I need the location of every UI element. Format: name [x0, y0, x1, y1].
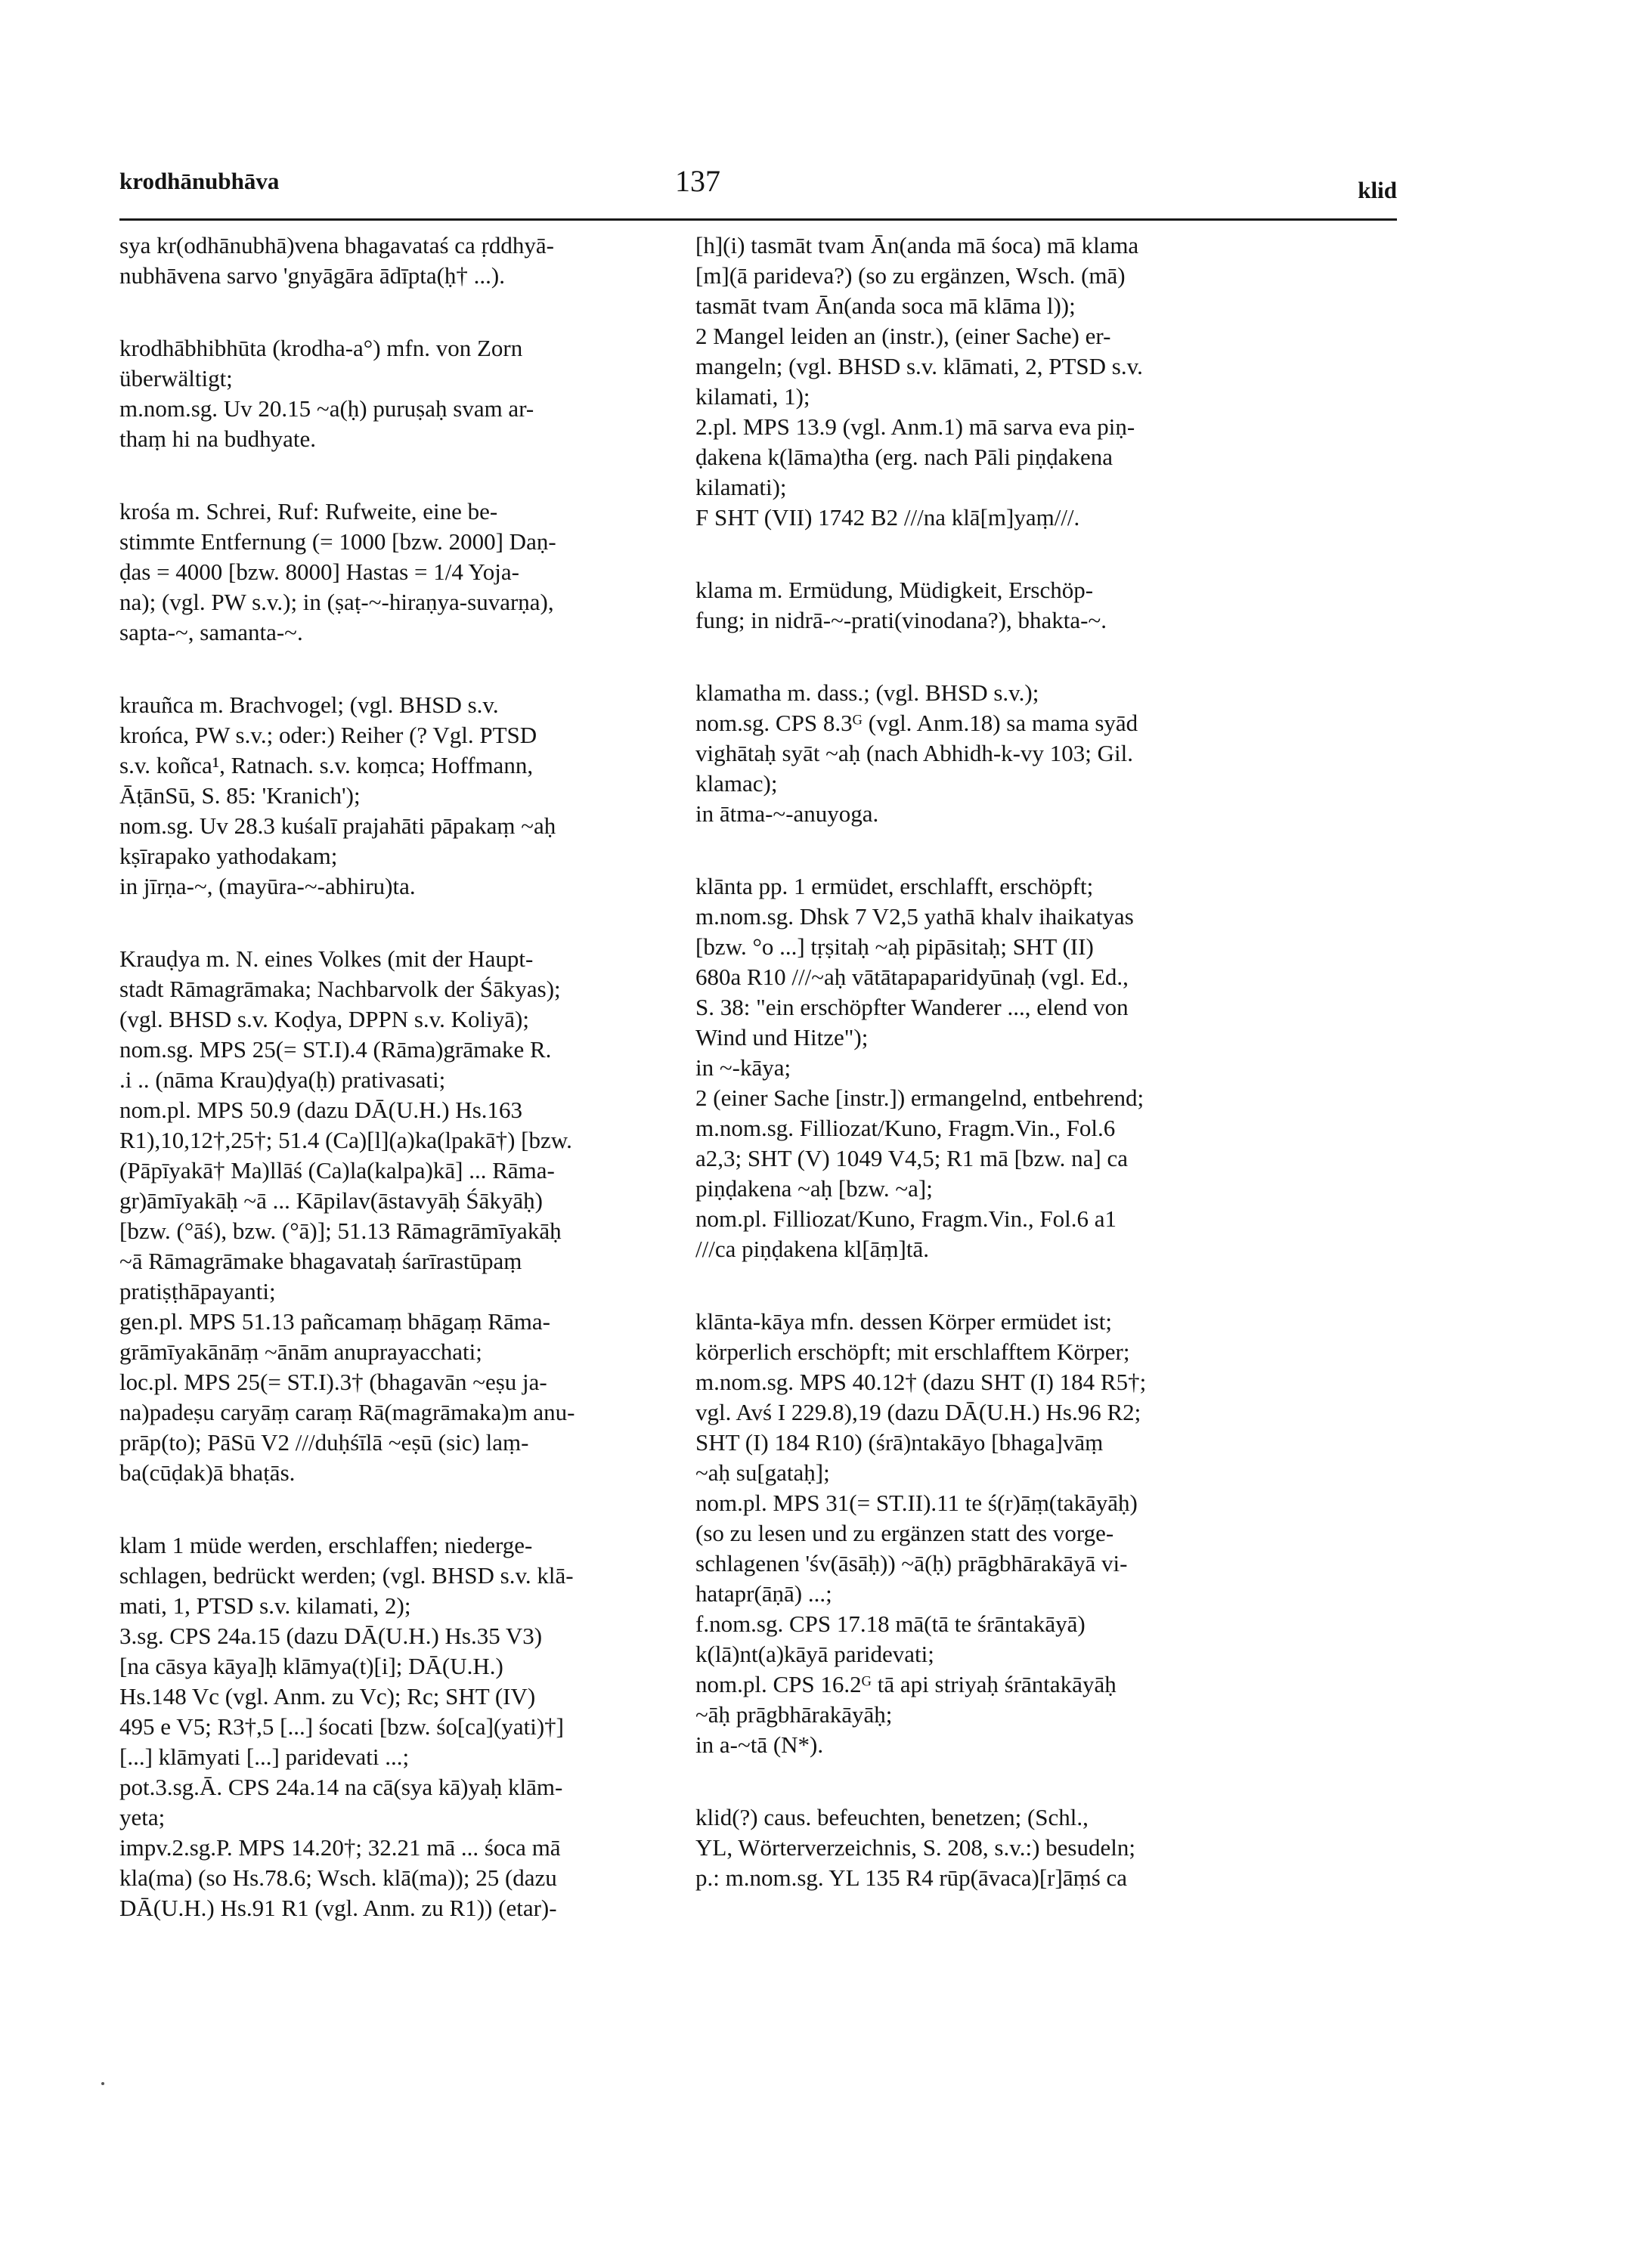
entry-line: sya kr(odhānubhā)vena bhagavataś ca ṛddhyā- — [119, 232, 554, 258]
entry-line: ḍas = 4000 [bzw. 8000] Hastas = 1/4 Yoja- — [119, 558, 519, 585]
entry-line: pot.3.sg.Ā. CPS 24a.14 na cā(sya kā)yaḥ klām- — [119, 1774, 563, 1800]
entry-line: nom.pl. MPS 31(= ST.II).11 te ś(r)āṃ(takāyāḥ) — [695, 1490, 1138, 1516]
entry-line: kṣīrapako yathodakam; — [119, 843, 338, 869]
entry-line: fung; in nidrā-~-prati(vinodana?), bhakta-~. — [695, 607, 1107, 633]
entry-line: grāmīyakānāṃ ~ānām anuprayacchati; — [119, 1338, 482, 1365]
dictionary-entry — [695, 678, 1247, 829]
scan-speck — [101, 2082, 104, 2085]
entry-line: vighātaḥ syāt ~aḥ (nach Abhidh-k-vy 103; Gil. — [695, 740, 1133, 766]
entry-line: hatapr(āṇā) ...; — [695, 1580, 832, 1607]
entry-line: nom.sg. CPS 8.3ᴳ (vgl. Anm.18) sa mama syād — [695, 710, 1138, 736]
entry-line: kla(ma) (so Hs.78.6; Wsch. klā(ma)); 25 (dazu — [119, 1864, 557, 1891]
dictionary-entry — [119, 497, 664, 648]
entry-line: gen.pl. MPS 51.13 pañcamaṃ bhāgaṃ Rāma- — [119, 1308, 550, 1335]
entry-line: (Pāpīyakā† Ma)llāś (Ca)la(kalpa)kā] ... Rāma- — [119, 1157, 555, 1184]
entry-line: ~āḥ prāgbhārakāyāḥ; — [695, 1701, 893, 1728]
entry-line: klam 1 müde werden, erschlaffen; niederge- — [119, 1532, 533, 1558]
dictionary-entry — [119, 690, 664, 902]
running-head-right: klid — [1358, 177, 1397, 203]
entry-line: ĀṭānSū, S. 85: 'Kranich'); — [119, 782, 361, 809]
entry-line: nom.sg. MPS 25(= ST.I).4 (Rāma)grāmake R. — [119, 1036, 552, 1063]
entry-line: Wind und Hitze"); — [695, 1024, 869, 1050]
dictionary-entry — [695, 1307, 1247, 1760]
entry-line: 680a R10 ///~aḥ vātātapaparidyūnaḥ (vgl. Ed., — [695, 964, 1129, 990]
entry-line: ~ā Rāmagrāmake bhagavataḥ śarīrastūpaṃ — [119, 1248, 522, 1274]
entry-line: ///ca piṇḍakena kl[āṃ]tā. — [695, 1236, 930, 1262]
entry-line: klamac); — [695, 770, 778, 797]
entry-line: krauñca m. Brachvogel; (vgl. BHSD s.v. — [119, 692, 499, 718]
entry-line: impv.2.sg.P. MPS 14.20†; 32.21 mā ... śoca mā — [119, 1834, 561, 1861]
entry-line: SHT (I) 184 R10) (śrā)ntakāyo [bhaga]vāṃ — [695, 1429, 1104, 1456]
entry-line: stadt Rāmagrāmaka; Nachbarvolk der Śākyas); — [119, 976, 561, 1002]
left-column — [119, 231, 664, 1923]
entry-line: klid(?) caus. befeuchten, benetzen; (Schl., — [695, 1804, 1089, 1830]
entry-line: F SHT (VII) 1742 B2 ///na klā[m]yaṃ///. — [695, 504, 1080, 531]
entry-line: a2,3; SHT (V) 1049 V4,5; R1 mā [bzw. na] ca — [695, 1145, 1128, 1171]
right-column — [695, 231, 1247, 1893]
entry-line: (vgl. BHSD s.v. Koḍya, DPPN s.v. Koliyā); — [119, 1006, 529, 1032]
entry-line: nom.pl. Filliozat/Kuno, Fragm.Vin., Fol.6 a1 — [695, 1205, 1117, 1232]
entry-line: kilamati, 1); — [695, 383, 810, 410]
entry-line: schlagenen 'śv(āsāḥ)) ~ā(ḥ) prāgbhārakāyā vi- — [695, 1550, 1128, 1576]
entry-line: [bzw. °o ...] tṛṣitaḥ ~aḥ pipāsitaḥ; SHT (II) — [695, 933, 1094, 960]
entry-line: kilamati); — [695, 474, 787, 500]
dictionary-entry — [119, 231, 664, 291]
entry-line: m.nom.sg. MPS 40.12† (dazu SHT (I) 184 R5†; — [695, 1369, 1147, 1395]
entry-line: thaṃ hi na budhyate. — [119, 425, 316, 452]
entry-line: mangeln; (vgl. BHSD s.v. klāmati, 2, PTSD s.v. — [695, 353, 1143, 379]
entry-line: s.v. koñca¹, Ratnach. s.v. koṃca; Hoffmann, — [119, 752, 534, 778]
entry-line: klānta pp. 1 ermüdet, erschlafft, erschöpft; — [695, 873, 1094, 899]
entry-line: R1),10,12†,25†; 51.4 (Ca)[l](a)ka(lpakā†) [bzw. — [119, 1127, 572, 1153]
entry-line: gr)āmīyakāḥ ~ā ... Kāpilav(āstavyāḥ Śākyāḥ) — [119, 1187, 543, 1214]
entry-line: na); (vgl. PW s.v.); in (ṣaṭ-~-hiraṇya-suvarṇa), — [119, 589, 554, 615]
entry-line: 2.pl. MPS 13.9 (vgl. Anm.1) mā sarva eva piṇ- — [695, 413, 1135, 440]
entry-line: p.: m.nom.sg. YL 135 R4 rūp(āvaca)[r]āṃś ca — [695, 1864, 1128, 1891]
entry-line: (so zu lesen und zu ergänzen statt des vorge- — [695, 1520, 1114, 1546]
entry-line: [bzw. (°āś), bzw. (°ā)]; 51.13 Rāmagrāmīyakāḥ — [119, 1218, 562, 1244]
dictionary-entry — [695, 231, 1247, 533]
entry-line: in a-~tā (N*). — [695, 1731, 824, 1758]
dictionary-entry — [695, 1802, 1247, 1893]
entry-line: krodhābhibhūta (krodha-a°) mfn. von Zorn — [119, 335, 523, 361]
entry-line: Hs.148 Vc (vgl. Anm. zu Vc); Rc; SHT (IV) — [119, 1683, 536, 1710]
entry-line: na)padeṣu caryāṃ caraṃ Rā(magrāmaka)m anu- — [119, 1399, 575, 1425]
entry-line: nom.pl. CPS 16.2ᴳ tā api striyaḥ śrāntakāyāḥ — [695, 1671, 1117, 1697]
entry-line: ba(cūḍak)ā bhaṭās. — [119, 1459, 296, 1486]
entry-line: [na cāsya kāya]ḥ klāmya(t)[i]; DĀ(U.H.) — [119, 1653, 503, 1679]
page-header — [119, 160, 1397, 206]
entry-line: YL, Wörterverzeichnis, S. 208, s.v.:) besudeln; — [695, 1834, 1135, 1861]
entry-line: sapta-~, samanta-~. — [119, 619, 303, 645]
entry-line: in ātma-~-anuyoga. — [695, 800, 879, 827]
entry-line: k(lā)nt(a)kāyā paridevati; — [695, 1641, 934, 1667]
entry-line: S. 38: "ein erschöpfter Wanderer ..., elend von — [695, 994, 1129, 1020]
entry-line: nom.sg. Uv 28.3 kuśalī prajahāti pāpakaṃ ~aḥ — [119, 812, 556, 839]
entry-line: nom.pl. MPS 50.9 (dazu DĀ(U.H.) Hs.163 — [119, 1097, 523, 1123]
entry-line: [...] klāmyati [...] paridevati ...; — [119, 1744, 410, 1770]
entry-line: [h](i) tasmāt tvam Ān(anda mā śoca) mā klama — [695, 232, 1139, 258]
entry-line: klānta-kāya mfn. dessen Körper ermüdet ist; — [695, 1308, 1112, 1335]
entry-line: vgl. Avś I 229.8),19 (dazu DĀ(U.H.) Hs.96 R2; — [695, 1399, 1141, 1425]
entry-line: [m](ā parideva?) (so zu ergänzen, Wsch. (mā) — [695, 262, 1126, 289]
entry-line: prāp(to); PāSū V2 ///duḥśīlā ~eṣū (sic) laṃ- — [119, 1429, 529, 1456]
entry-line: ~aḥ su[gataḥ]; — [695, 1459, 830, 1486]
running-head-left: krodhānubhāva — [119, 168, 280, 194]
dictionary-entry — [119, 333, 664, 454]
entry-line: klama m. Ermüdung, Müdigkeit, Erschöp- — [695, 577, 1094, 603]
entry-line: m.nom.sg. Uv 20.15 ~a(ḥ) puruṣaḥ svam ar- — [119, 395, 534, 422]
page-number: 137 — [675, 164, 720, 198]
entry-line: DĀ(U.H.) Hs.91 R1 (vgl. Anm. zu R1)) (etar)- — [119, 1895, 557, 1921]
entry-line: ḍakena k(lāma)tha (erg. nach Pāli piṇḍakena — [695, 444, 1113, 470]
entry-line: 495 e V5; R3†,5 [...] śocati [bzw. śo[ca](yati)†] — [119, 1713, 564, 1740]
entry-line: krośa m. Schrei, Ruf: Rufweite, eine be- — [119, 498, 498, 524]
entry-line: schlagen, bedrückt werden; (vgl. BHSD s.v. klā- — [119, 1562, 574, 1589]
entry-line: in jīrṇa-~, (mayūra-~-abhiru)ta. — [119, 873, 416, 899]
entry-line: piṇḍakena ~aḥ [bzw. ~a]; — [695, 1175, 933, 1202]
entry-line: .i .. (nāma Krau)ḍya(ḥ) prativasati; — [119, 1066, 446, 1093]
entry-line: loc.pl. MPS 25(= ST.I).3† (bhagavān ~eṣu ja- — [119, 1369, 547, 1395]
entry-line: pratiṣṭhāpayanti; — [119, 1278, 276, 1304]
entry-line: überwältigt; — [119, 365, 233, 391]
entry-line: 2 Mangel leiden an (instr.), (einer Sache) er- — [695, 323, 1111, 349]
entry-line: yeta; — [119, 1804, 166, 1830]
entry-line: klamatha m. dass.; (vgl. BHSD s.v.); — [695, 679, 1039, 706]
dictionary-entry — [695, 871, 1247, 1264]
dictionary-entry — [119, 1530, 664, 1923]
header-rule — [119, 218, 1397, 221]
entry-line: nubhāvena sarvo 'gnyāgāra ādīpta(ḥ† ...). — [119, 262, 506, 289]
entry-line: 3.sg. CPS 24a.15 (dazu DĀ(U.H.) Hs.35 V3) — [119, 1623, 543, 1649]
dictionary-entry — [695, 575, 1247, 636]
entry-line: f.nom.sg. CPS 17.18 mā(tā te śrāntakāyā) — [695, 1610, 1086, 1637]
dictionary-entry — [119, 944, 664, 1488]
entry-line: tasmāt tvam Ān(anda soca mā klāma l)); — [695, 292, 1076, 319]
entry-line: 2 (einer Sache [instr.]) ermangelnd, entbehrend; — [695, 1084, 1144, 1111]
entry-line: in ~-kāya; — [695, 1054, 791, 1081]
entry-line: m.nom.sg. Dhsk 7 V2,5 yathā khalv ihaikatyas — [695, 903, 1134, 930]
entry-line: Krauḍya m. N. eines Volkes (mit der Haupt- — [119, 945, 534, 972]
entry-line: mati, 1, PTSD s.v. kilamati, 2); — [119, 1592, 411, 1619]
entry-line: m.nom.sg. Filliozat/Kuno, Fragm.Vin., Fol.6 — [695, 1115, 1116, 1141]
entry-line: krońca, PW s.v.; oder:) Reiher (? Vgl. PTSD — [119, 722, 537, 748]
entry-line: körperlich erschöpft; mit erschlafftem Körper; — [695, 1338, 1130, 1365]
entry-line: stimmte Entfernung (= 1000 [bzw. 2000] Daṇ- — [119, 528, 556, 555]
